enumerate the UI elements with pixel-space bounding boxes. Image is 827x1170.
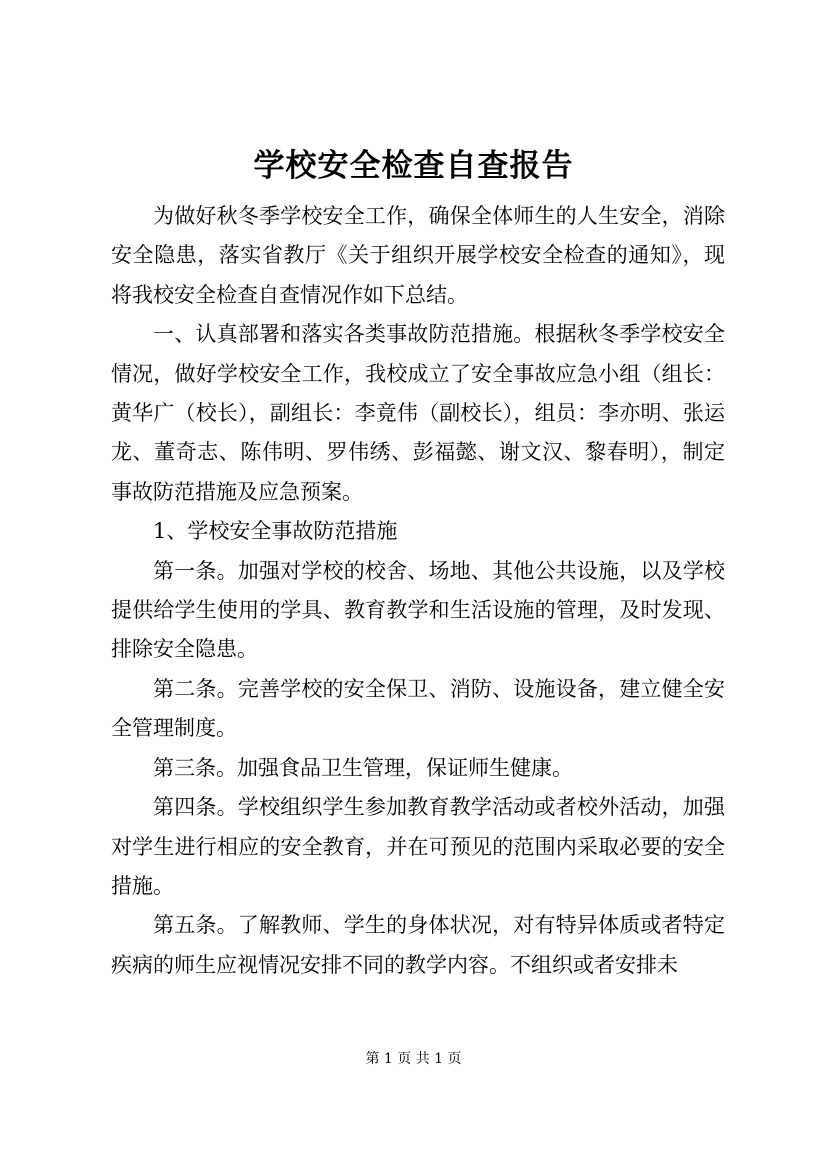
document-title: 学校安全检查自查报告	[253, 148, 574, 184]
paragraph-article-3: 第三条。加强食品卫生管理，保证师生健康。	[153, 755, 573, 780]
page-number-footer: 第 1 页 共 1 页	[365, 1051, 462, 1067]
paragraph-article-5: 第五条。了解教师、学生的身体状况，对有特异体质或者特定疾病的师生应视情况安排不同的教学内容。不组织或者安排未	[111, 913, 725, 977]
paragraph-article-4: 第四条。学校组织学生参加教育教学活动或者校外活动，加强对学生进行相应的安全教育，并在可预见的范围内采取必要的安全措施。	[111, 795, 725, 898]
paragraph-section-1: 一、认真部署和落实各类事故防范措施。根据秋冬季学校安全情况，做好学校安全工作，我校成立了安全事故应急小组（组长：黄华广（校长），副组长：李竟伟（副校长），组员：李亦明、张运龙、董奇志、陈伟明、罗伟绣、彭福懿、谢文汉、黎春明），制定事故防范措施及应急预案。	[111, 322, 725, 504]
paragraph-subheading-measures: 1、学校安全事故防范措施	[153, 519, 398, 544]
document-body	[111, 197, 725, 985]
paragraph-intro: 为做好秋冬季学校安全工作，确保全体师生的人生安全，消除安全隐患，落实省教厅《关于组织开展学校安全检查的通知》，现将我校安全检查自查情况作如下总结。	[111, 204, 725, 307]
paragraph-article-1: 第一条。加强对学校的校舍、场地、其他公共设施，以及学校提供给学生使用的学具、教育教学和生活设施的管理，及时发现、排除安全隐患。	[111, 558, 725, 662]
paragraph-article-2: 第二条。完善学校的安全保卫、消防、设施设备，建立健全安全管理制度。	[111, 676, 725, 741]
